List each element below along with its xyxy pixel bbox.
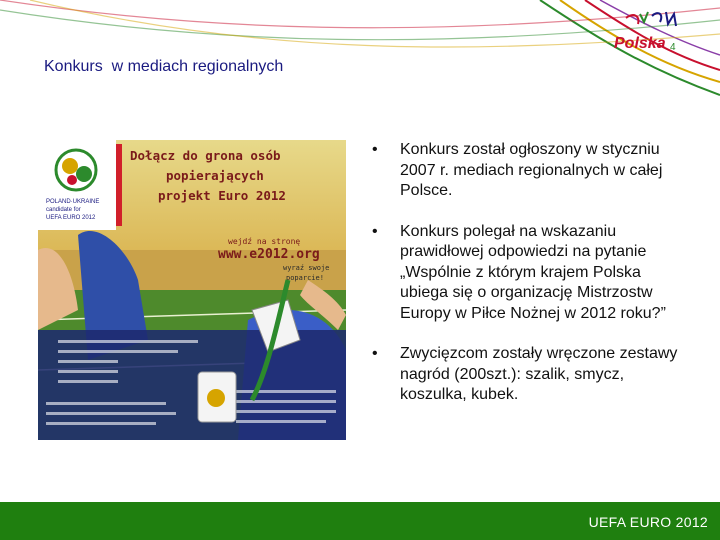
poster-badge-line3: UEFA EURO 2012 <box>46 215 96 221</box>
footer-bar <box>0 502 720 540</box>
bullet-dot: • <box>372 345 378 362</box>
poster-headline-2: popierających <box>166 168 264 183</box>
bullet-dot: • <box>372 141 378 158</box>
bullet-dot: • <box>372 222 378 240</box>
bullet-text: Konkurs polegał na wskazaniu prawidłowej odpowiedzi na pytanie „Wspólnie z którym krajem Polska ubiega się o organizację Mistrzostw Europy w Piłce Nożnej w 2012 roku?” <box>400 222 666 322</box>
bullet-item <box>372 222 692 325</box>
footer-label: UEFA EURO 2012 <box>588 514 708 530</box>
poster-badge-line2: candidate for <box>46 207 81 213</box>
poster-url: www.e2012.org <box>218 247 320 262</box>
campaign-poster <box>38 140 346 440</box>
bullet-item <box>372 344 692 406</box>
bullet-text: Zwycięzcom zostały wręczone zestawy nagród (200szt.): szalik, smycz, koszulka, kubek. <box>400 345 678 403</box>
poster-headline-3: projekt Euro 2012 <box>158 188 286 203</box>
poster-support-2: poparcie! <box>286 274 324 282</box>
poster-support-1: wyraź swoje <box>283 264 330 272</box>
poster-badge-line1: POLAND·UKRAINE <box>46 199 100 205</box>
svg-text:4: 4 <box>670 42 676 53</box>
polska-logo <box>606 8 688 64</box>
bullet-list <box>372 140 692 426</box>
bullet-item <box>372 140 692 202</box>
slide-title: Konkurs w mediach regionalnych <box>44 58 284 75</box>
poster-headline-1: Dołącz do grona osób <box>130 148 281 163</box>
svg-text:Polska: Polska <box>614 35 666 52</box>
bullet-text: Konkurs został ogłoszony w styczniu 2007 r. mediach regionalnych w całej Polsce. <box>400 141 663 199</box>
poster-visit: wejdź na stronę <box>228 237 301 246</box>
